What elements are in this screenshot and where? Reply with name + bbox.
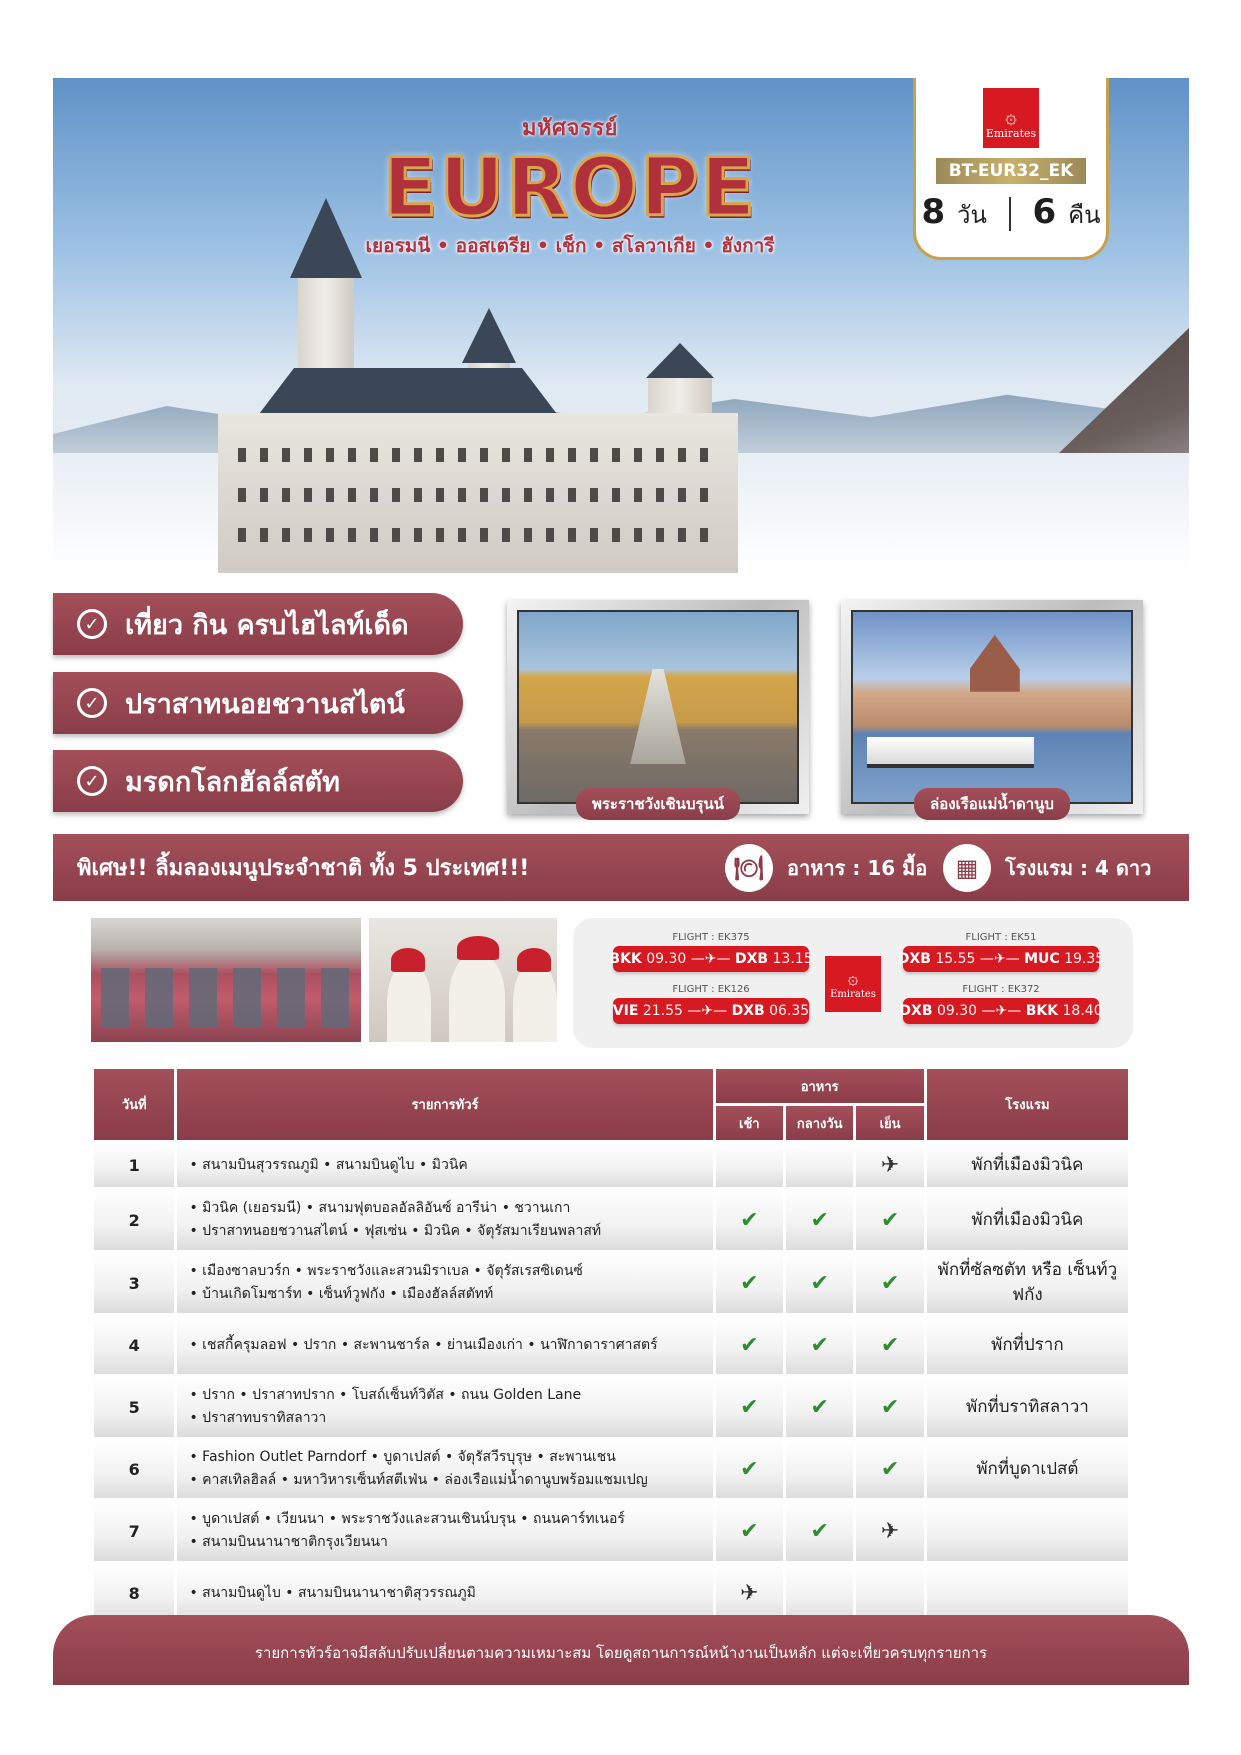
plate-icon: 🍽 <box>725 844 773 892</box>
check-icon: ✔ <box>786 1253 853 1313</box>
day-number: 7 <box>94 1501 174 1561</box>
program-line: • ปราสาทบราทิสลาวา <box>189 1410 327 1426</box>
danube-cruise-photo <box>851 610 1133 804</box>
header-dinner: เย็น <box>856 1106 923 1140</box>
program-line: • คาสเทิลฮิลล์ • มหาวิหารเซ็นท์สตีเฟ่น • ล่องเรือแม่น้ำดานูบพร้อมแชมเปญ <box>189 1472 648 1488</box>
hotel-stat: ▦ โรงแรม : 4 ดาว <box>943 844 1151 892</box>
program-cell <box>177 1253 712 1313</box>
check-icon: ✔ <box>786 1501 853 1561</box>
flight-segment: FLIGHT : EK126 VIE 21.55 —✈— DXB 06.35 <box>613 984 809 1024</box>
program-cell <box>177 1440 712 1498</box>
tour-code: BT-EUR32_EK <box>936 158 1086 184</box>
flight-schedule-panel <box>573 918 1133 1048</box>
airplane-icon: ✈ <box>856 1143 923 1187</box>
program-line: • สนามบินดูไบ • สนามบินนานาชาติสุวรรณภูมิ <box>189 1584 476 1601</box>
header-day: วันที่ <box>94 1069 174 1140</box>
program-cell <box>177 1190 712 1250</box>
emirates-logo: ۞ Emirates <box>983 88 1039 148</box>
highlight-text: ปราสาทนอยชวานสไตน์ <box>125 688 405 720</box>
check-icon: ✔ <box>856 1316 923 1374</box>
check-icon: ✔ <box>786 1377 853 1437</box>
check-icon: ✔ <box>786 1316 853 1374</box>
program-line: • บูดาเปสต์ • เวียนนา • พระราชวังและสวนเชินน์บรุน • ถนนคาร์ทเนอร์ <box>189 1511 625 1527</box>
header-meals: อาหาร <box>716 1069 924 1103</box>
flight-segment: FLIGHT : EK375 BKK 09.30 —✈— DXB 13.15 <box>613 932 809 972</box>
hero-title: EUROPE <box>382 141 758 234</box>
table-row <box>94 1440 1128 1498</box>
schonbrunn-palace-photo <box>517 610 799 804</box>
check-icon: ✓ <box>77 609 107 639</box>
day-number: 3 <box>94 1253 174 1313</box>
days-unit: วัน <box>956 201 987 229</box>
check-icon: ✓ <box>77 688 107 718</box>
nights-unit: คืน <box>1068 201 1101 229</box>
highlight-pill-3 <box>53 750 463 812</box>
day-number: 4 <box>94 1316 174 1374</box>
check-icon: ✔ <box>716 1316 783 1374</box>
nights-count: 6 <box>1032 192 1057 232</box>
photo-caption: พระราชวังเชินบรุนน์ <box>576 788 740 820</box>
program-line: • ปราก • ปราสาทปราก • โบสถ์เซ็นท์วิตัส • ถนน Golden Lane <box>189 1387 582 1403</box>
cabin-crew-photo <box>369 918 557 1042</box>
meal-cell <box>786 1143 853 1187</box>
footer-bar <box>53 1615 1189 1685</box>
table-row <box>94 1190 1128 1250</box>
itinerary-table <box>91 1066 1131 1625</box>
program-line: • เมืองซาลบวร์ก • พระราชวังและสวนมิราเบล • จัตุรัสเรสซิเดนซ์ <box>189 1263 583 1279</box>
footer-note: รายการทัวร์อาจมีสลับปรับเปลี่ยนตามความเหมาะสม โดยดูสถานการณ์หน้างานเป็นหลัก แต่จะเที่ยวครบทุกรายการ <box>254 1644 988 1662</box>
meal-cell <box>716 1143 783 1187</box>
tour-duration <box>916 192 1106 234</box>
check-icon: ✔ <box>716 1501 783 1561</box>
check-icon: ✔ <box>856 1440 923 1498</box>
hotel-cell: พักที่ปราก <box>927 1316 1128 1374</box>
photo-caption: ล่องเรือแม่น้ำดานูบ <box>914 788 1070 820</box>
check-icon: ✓ <box>77 766 107 796</box>
program-cell <box>177 1564 712 1622</box>
flight-segment: FLIGHT : EK372 DXB 09.30 —✈— BKK 18.40 <box>903 984 1099 1024</box>
check-icon: ✔ <box>856 1253 923 1313</box>
table-row <box>94 1501 1128 1561</box>
airplane-icon: —✈— <box>690 951 731 967</box>
hotel-cell: พักที่ซัลซตัท หรือ เซ็นท์วูฟกัง <box>927 1253 1128 1313</box>
tour-code-badge <box>913 78 1109 260</box>
header-program: รายการทัวร์ <box>177 1069 712 1140</box>
program-line: • บ้านเกิดโมซาร์ท • เซ็นท์วูฟกัง • เมืองฮัลล์สตัทท์ <box>189 1286 494 1302</box>
promo-text: พิเศษ!! ลิ้มลองเมนูประจำชาติ ทั้ง 5 ประเทศ!!! <box>77 856 530 881</box>
program-cell <box>177 1316 712 1374</box>
program-cell <box>177 1143 712 1187</box>
table-row <box>94 1253 1128 1313</box>
meals-stat: 🍽 อาหาร : 16 มื้อ <box>725 844 927 892</box>
hotel-cell <box>927 1564 1128 1622</box>
flight-segment: FLIGHT : EK51 DXB 15.55 —✈— MUC 19.35 <box>903 932 1099 972</box>
program-line: • ปราสาทนอยชวานสไตน์ • ฟุสเซ่น • มิวนิค • จัตุรัสมาเรียนพลาสท์ <box>189 1223 602 1239</box>
emirates-emblem-icon: ۞ <box>847 968 859 989</box>
aircraft-cabin-photo <box>91 918 361 1042</box>
program-line: • Fashion Outlet Parndorf • บูดาเปสต์ • จัตุรัสวีรบุรุษ • สะพานเชน <box>189 1449 616 1465</box>
hotel-icon: ▦ <box>943 844 991 892</box>
table-row <box>94 1377 1128 1437</box>
header-breakfast: เช้า <box>716 1106 783 1140</box>
check-icon: ✔ <box>716 1253 783 1313</box>
days-count: 8 <box>921 192 946 232</box>
day-number: 2 <box>94 1190 174 1250</box>
table-row <box>94 1316 1128 1374</box>
check-icon: ✔ <box>716 1377 783 1437</box>
emirates-emblem-icon: ۞ <box>1005 104 1017 128</box>
meal-cell <box>786 1440 853 1498</box>
special-offer-bar <box>53 834 1189 901</box>
check-icon: ✔ <box>856 1190 923 1250</box>
check-icon: ✔ <box>716 1440 783 1498</box>
photo-frame-schonbrunn <box>507 600 809 814</box>
program-line: • สนามบินสุวรรณภูมิ • สนามบินดูไบ • มิวนิค <box>189 1156 468 1173</box>
table-row <box>94 1143 1128 1187</box>
meal-cell <box>856 1564 923 1622</box>
hotel-cell <box>927 1501 1128 1561</box>
meal-cell <box>786 1564 853 1622</box>
day-number: 8 <box>94 1564 174 1622</box>
airplane-icon: —✈— <box>979 951 1020 967</box>
highlight-pill-1 <box>53 593 463 655</box>
header-hotel: โรงแรม <box>927 1069 1128 1140</box>
program-cell <box>177 1501 712 1561</box>
airplane-icon: —✈— <box>687 1003 728 1019</box>
hotel-cell: พักที่บูดาเปสต์ <box>927 1440 1128 1498</box>
day-number: 6 <box>94 1440 174 1498</box>
program-line: • สนามบินนานาชาติกรุงเวียนนา <box>189 1534 388 1550</box>
check-icon: ✔ <box>716 1190 783 1250</box>
check-icon: ✔ <box>856 1377 923 1437</box>
program-line: • เชสกี้ครุมลอฟ • ปราก • สะพานชาร์ล • ย่านเมืองเก่า • นาฬิกาดาราศาสตร์ <box>189 1336 658 1353</box>
hotel-cell: พักที่เมืองมิวนิค <box>927 1143 1128 1187</box>
highlight-text: เที่ยว กิน ครบไฮไลท์เด็ด <box>125 609 409 641</box>
airplane-icon: —✈— <box>981 1003 1022 1019</box>
photo-frame-danube <box>841 600 1143 814</box>
header-lunch: กลางวัน <box>786 1106 853 1140</box>
day-number: 5 <box>94 1377 174 1437</box>
hero-countries: เยอรมนี • ออสเตรีย • เช็ก • สโลวาเกีย • ฮังการี <box>365 235 775 257</box>
airplane-icon: ✈ <box>856 1501 923 1561</box>
program-cell <box>177 1377 712 1437</box>
program-line: • มิวนิค (เยอรมนี) • สนามฟุตบอลอัลลิอันซ์ อารีน่า • ชวานเกา <box>189 1200 571 1216</box>
check-icon: ✔ <box>786 1190 853 1250</box>
hotel-cell: พักที่บราทิสลาวา <box>927 1377 1128 1437</box>
duration-divider <box>1009 197 1011 231</box>
table-row <box>94 1564 1128 1622</box>
emirates-logo: ۞ Emirates <box>825 956 881 1012</box>
highlight-text: มรดกโลกฮัลล์สตัท <box>125 766 340 798</box>
hotel-cell: พักที่เมืองมิวนิค <box>927 1190 1128 1250</box>
hero-subtitle: มหัศจรรย์ <box>522 116 618 141</box>
hero-title-block <box>360 110 780 261</box>
airplane-icon: ✈ <box>716 1564 783 1622</box>
highlight-pill-2 <box>53 672 463 734</box>
day-number: 1 <box>94 1143 174 1187</box>
